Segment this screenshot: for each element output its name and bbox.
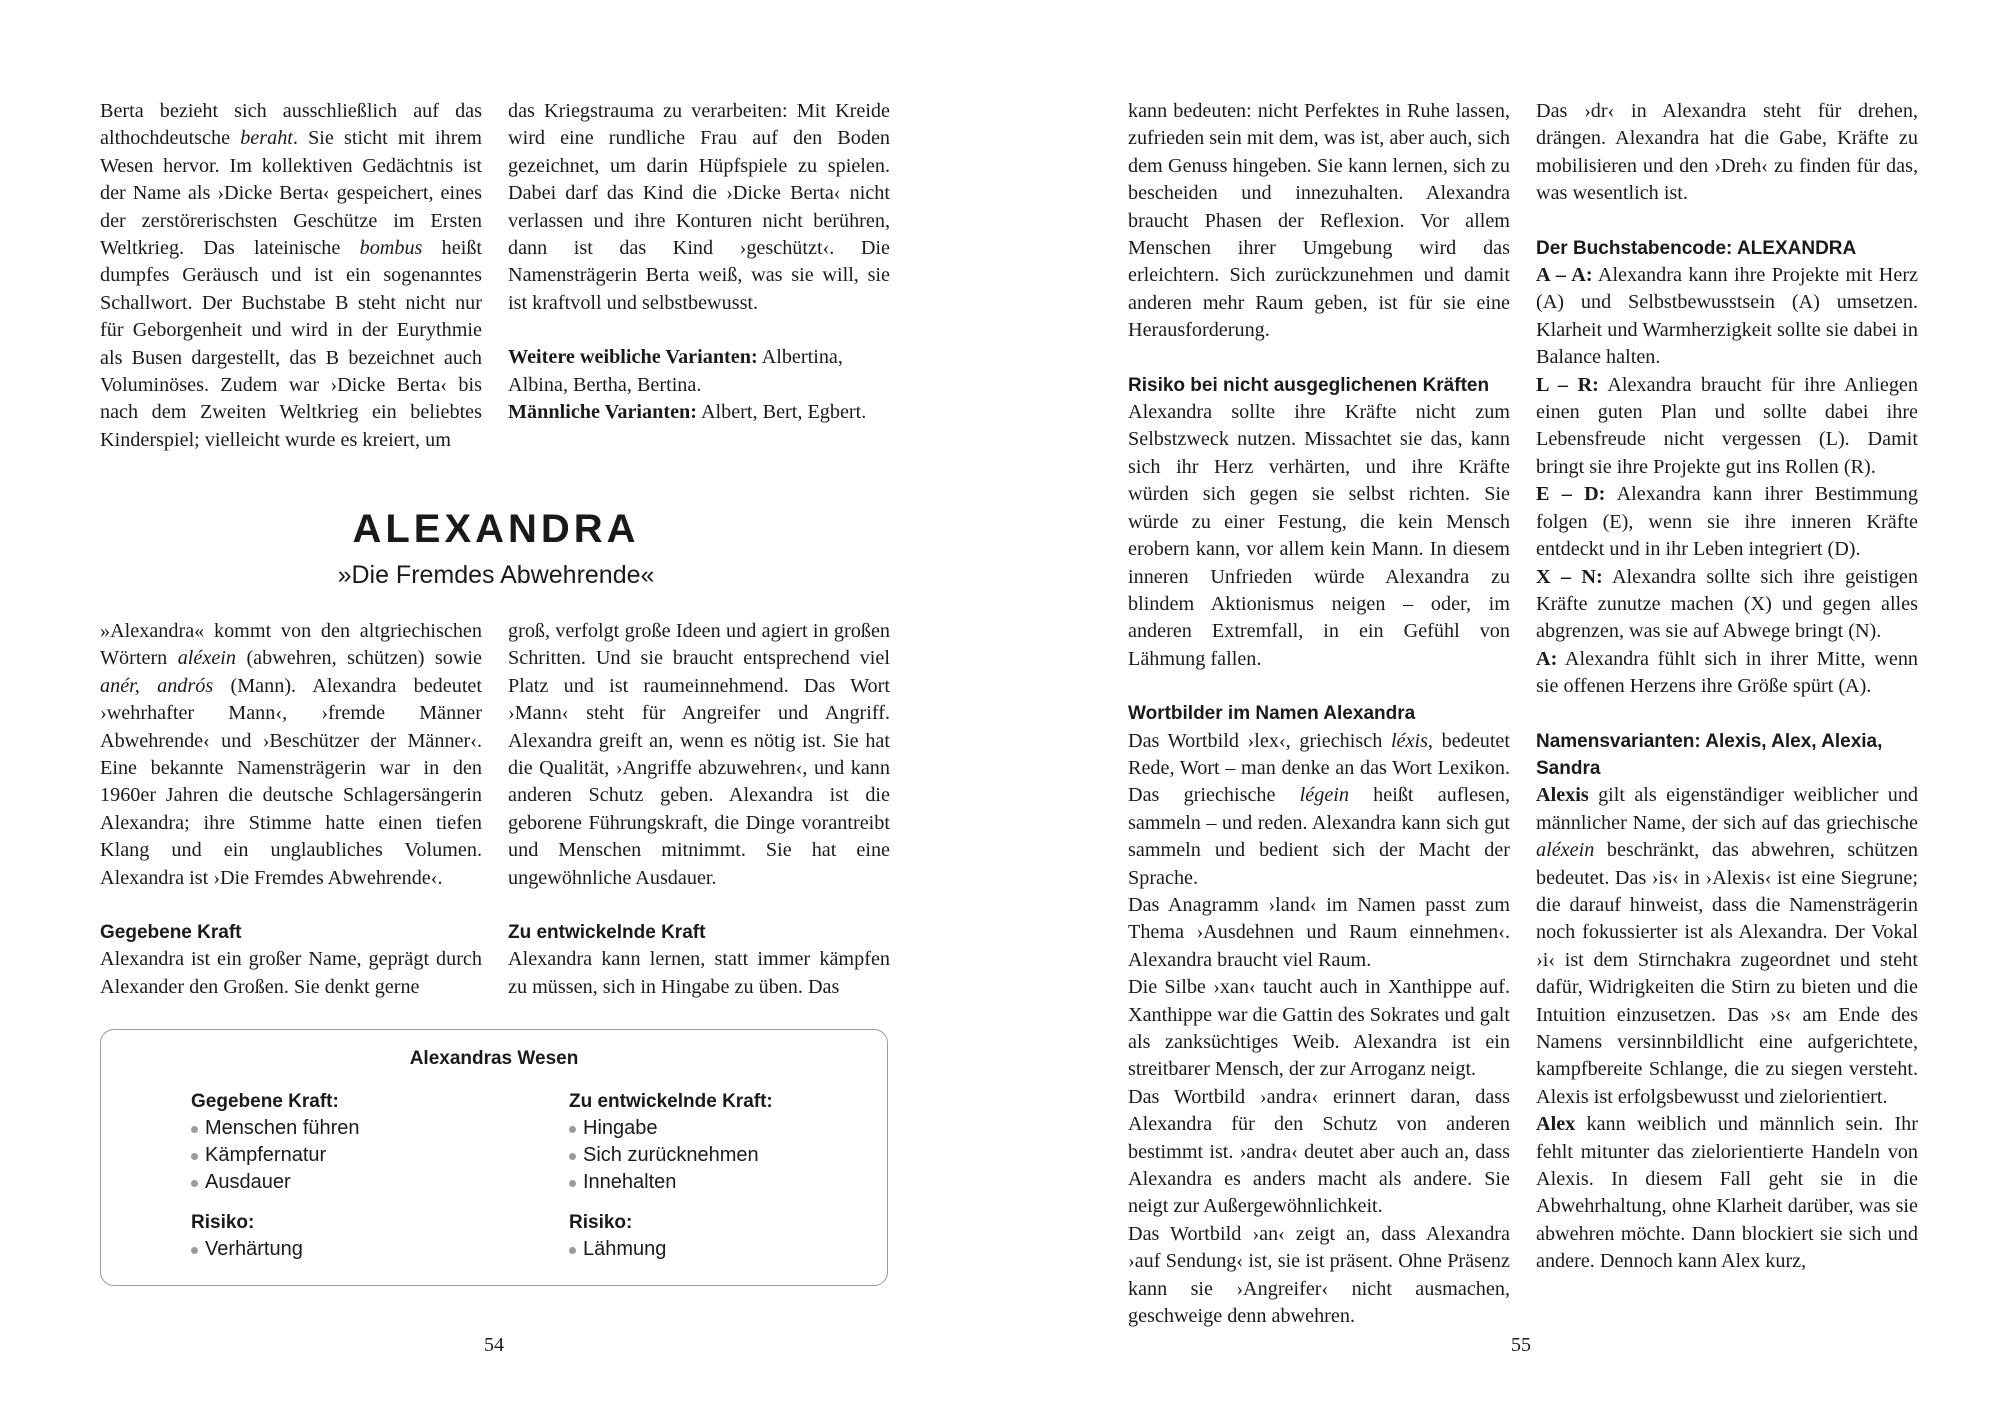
- box-risk-list-right: [569, 1236, 773, 1263]
- box-title: Alexandras Wesen: [409, 1048, 579, 1069]
- wordimage-lex: Das Wortbild ›lex‹, griechisch léxis, bedeutet Rede, Wort – man denke an das Wort Lexikon. Das griechische légein heißt auflesen, sammeln – und reden. Alexandra kann sich gut sammeln und bedient sich der Macht der Sprache.: [1128, 729, 1511, 889]
- list-item: Menschen führen: [191, 1115, 360, 1142]
- list-item: Verhärtung: [191, 1236, 360, 1263]
- left-main-column-2: [508, 618, 890, 1001]
- right-column-1: [1128, 98, 1510, 1330]
- list-item: Hingabe: [569, 1115, 773, 1142]
- wordimage-xan: Die Silbe ›xan‹ taucht auch in Xanthippe auf. Xanthippe war die Gattin des Sokrates und galt als zanksüchtiges Weib. Alexandra ist ein streitbarer Mensch, der zur Arroganz neigt.: [1128, 976, 1510, 1081]
- list-item: Sich zurücknehmen: [569, 1142, 773, 1169]
- left-top-column-2: [508, 98, 890, 426]
- lettercode-heading: Der Buchstabencode: ALEXANDRA: [1536, 237, 1857, 259]
- essence-summary-box: [100, 1029, 888, 1286]
- lettercode-entry: L – R: Alexandra braucht für ihre Anliegen einen guten Plan und sollte dabei ihre Lebensfreude nicht vergessen (L). Damit bringt sie ihre Projekte gut ins Rollen (R).: [1536, 373, 1918, 478]
- lettercode-entry: X – N: Alexandra sollte sich ihre geistigen Kräfte zunutze machen (X) und gegen alles abgrenzen, was sie auf Abwege bringt (N).: [1536, 565, 1918, 643]
- box-risk-heading-right: Risiko:: [569, 1212, 633, 1233]
- box-right-column: [569, 1088, 773, 1263]
- risk-text: Alexandra sollte ihre Kräfte nicht zum Selbstzweck nutzen. Missachtet sie das, kann sich ihr Herz verhärten, und ihre Kräfte würden sich gegen sie selbst richten. Sie würde zu einer Festung, die kein Mensch erobern kann, vor allem kein Mann. In diesem inneren Unfrieden würde Alexandra zu blindem Aktionismus neigen – oder, im anderen Extremfall, in ein Gefühl von Lähmung fallen.: [1128, 401, 1510, 670]
- wordimage-land: Das Anagramm ›land‹ im Namen passt zum Thema ›Ausdehnen und Raum einnehmen‹. Alexandra braucht viel Raum.: [1128, 893, 1510, 971]
- box-risk-list-left: [191, 1236, 360, 1263]
- left-top-column-1: [100, 98, 482, 454]
- name-variants-heading: Namensvarianten: Alexis, Alex, Alexia, Sandra: [1536, 730, 1883, 779]
- intro-paragraph-continued: groß, verfolgt große Ideen und agiert in großen Schritten. Und sie braucht entsprechend viel Platz und ist raumeinnehmend. Das Wort ›Mann‹ steht für Angreifer und Angriff. Alexandra greift an, wenn es nötig ist. Sie hat die Qualität, ›Angriffe abzuwehren‹, und kann anderen Schutz geben. Alexandra ist die geborene Führungskraft, die Dinge vorantreibt und Menschen mitnimmt. Sie hat eine ungewöhnliche Ausdauer.: [508, 620, 890, 889]
- risk-heading: Risiko bei nicht ausgeglichenen Kräften: [1128, 374, 1490, 396]
- variant-alex: Alex kann weiblich und männlich sein. Ihr fehlt mitunter das zielorientierte Handeln von Alexis. In diesem Fall geht sie in die Abwehrhaltung, ohne Klarheit darüber, was sie abwehren möchte. Dann blockiert sie sich und andere. Dennoch kann Alex kurz,: [1536, 1113, 1918, 1273]
- lettercode-entry: A: Alexandra fühlt sich in ihrer Mitte, wenn sie offenen Herzens ihre Größe spürt (A).: [1536, 647, 1919, 698]
- wordimage-dr: Das ›dr‹ in Alexandra steht für drehen, drängen. Alexandra hat die Gabe, Kräfte zu mobilisieren und den ›Dreh‹ zu finden für das, was wesentlich ist.: [1536, 100, 1918, 205]
- given-strength-text: Alexandra ist ein großer Name, geprägt durch Alexander den Großen. Sie denkt gerne: [100, 948, 482, 998]
- box-given-list: [191, 1115, 360, 1196]
- develop-strength-heading: Zu entwickelnde Kraft: [508, 922, 706, 944]
- wordimage-an: Das Wortbild ›an‹ zeigt an, dass Alexandra ›auf Sendung‹ ist, sie ist präsent. Ohne Präsenz kann sie ›Angreifer‹ nicht ausmachen, geschweige denn abwehren.: [1128, 1222, 1510, 1328]
- wordimages-heading: Wortbilder im Namen Alexandra: [1128, 703, 1416, 725]
- box-develop-list: [569, 1115, 773, 1196]
- right-column-2: [1536, 98, 1918, 1276]
- box-develop-heading: Zu entwickelnde Kraft:: [569, 1091, 773, 1112]
- develop-strength-continued: kann bedeuten: nicht Perfektes in Ruhe lassen, zufrieden sein mit dem, was ist, aber auch, sich dem Genuss hingeben. Sie kann lernen, sich zu bescheiden und innezuhalten. Alexandra braucht Phasen der Reflexion. Vor allem Menschen ihrer Umgebung wird das erleichtern. Sich zurückzunehmen und damit anderen mehr Raum geben, ist für sie eine Herausforderung.: [1128, 100, 1510, 342]
- list-item: Lähmung: [569, 1236, 773, 1263]
- variant-alexis: Alexis gilt als eigenständiger weiblicher und männlicher Name, der sich auf das griechische aléxein beschränkt, das abwehren, schützen bedeutet. Das ›is‹ in ›Alexis‹ ist eine Siegrune; die darauf hinweist, dass die Namensträgerin noch fokussierter ist als Alexandra. Der Vokal ›i‹ ist dem Stirnchakra zugeordnet und steht dafür, Widrigkeiten die Stirn zu bieten und die Intuition einzusetzen. Das ›s‹ am Ende des Namens versinnbildlicht eine aufgerichtete, kampfbereite Schlange, die zu siegen versteht. Alexis ist erfolgsbewusst und zielorientiert.: [1536, 784, 1919, 1108]
- list-item: Innehalten: [569, 1169, 773, 1196]
- lettercode-entry: E – D: Alexandra kann ihrer Bestimmung folgen (E), wenn sie ihre inneren Kräfte entdeckt und in ihr Leben integriert (D).: [1536, 483, 1918, 561]
- box-risk-heading-left: Risiko:: [191, 1212, 255, 1233]
- box-left-column: [191, 1088, 360, 1263]
- develop-strength-text: Alexandra kann lernen, statt immer kämpfen zu müssen, sich in Hingabe zu üben. Das: [508, 948, 890, 998]
- page-number-left: 54: [484, 1334, 504, 1356]
- left-main-column-1: [100, 618, 482, 1001]
- berta-paragraph: Berta bezieht sich ausschließlich auf das althochdeutsche beraht. Sie sticht mit ihrem Wesen hervor. Im kollektiven Gedächtnis ist der Name als ›Dicke Berta‹ gespeichert, eines der zerstörerischsten Geschütze im Ersten Weltkrieg. Das lateinische bombus heißt dumpfes Geräusch und ist ein sogenanntes Schallwort. Der Buchstabe B steht nicht nur für Geborgenheit und wird in der Eurythmie als Busen dargestellt, das B bezeichnet auch Voluminöses. Zudem war ›Dicke Berta‹ bis nach dem Zweiten Weltkrieg ein beliebtes Kinderspiel; vielleicht wurde es kreiert, um: [100, 100, 483, 451]
- berta-paragraph-continued: das Kriegstrauma zu verarbeiten: Mit Kreide wird eine rundliche Frau auf den Boden gezeichnet, um darin Hüpfspiele zu spielen. Dabei darf das Kind die ›Dicke Berta‹ nicht verlassen und ihre Konturen nicht berühren, dann ist das Kind ›geschützt‹. Die Namensträgerin Berta weiß, was sie will, sie ist kraftvoll und selbstbewusst.: [508, 100, 890, 314]
- box-given-heading: Gegebene Kraft:: [191, 1091, 339, 1112]
- page-title: ALEXANDRA: [352, 507, 640, 551]
- page-subtitle: »Die Fremdes Abwehrende«: [337, 561, 655, 589]
- name-title-block: [100, 505, 892, 591]
- wordimage-andra: Das Wortbild ›andra‹ erinnert daran, dass Alexandra für den Schutz von anderen bestimmt ist. ›andra‹ deutet aber auch an, dass Alexandra es anders macht als andere. Sie neigt zur Außergewöhnlichkeit.: [1128, 1085, 1510, 1218]
- page-number-right: 55: [1511, 1334, 1531, 1356]
- list-item: Kämpfernatur: [191, 1142, 360, 1169]
- intro-paragraph: »Alexandra« kommt von den altgriechischen Wörtern aléxein (abwehren, schützen) sowie anér, andrós (Mann). Alexandra bedeutet ›wehrhafter Mann‹, ›fremde Männer Abwehrende‹ und ›Beschützer der Männer‹. Eine bekannte Namensträgerin war in den 1960er Jahren die deutsche Schlagersängerin Alexandra; ihre Stimme hatte einen tiefen Klang und ein unglaubliches Volumen. Alexandra ist ›Die Fremdes Abwehrende‹.: [100, 620, 483, 889]
- list-item: Ausdauer: [191, 1169, 360, 1196]
- variants-block: Weitere weibliche Varianten: Albertina, Albina, Bertha, Bertina. Männliche Varianten: Albert, Bert, Egbert.: [508, 346, 867, 424]
- lettercode-entry: A – A: Alexandra kann ihre Projekte mit Herz (A) und Selbstbewusstsein (A) umsetzen. Klarheit und Warmherzigkeit sollte sie dabei in Balance halten.: [1536, 264, 1918, 369]
- given-strength-heading: Gegebene Kraft: [100, 922, 242, 944]
